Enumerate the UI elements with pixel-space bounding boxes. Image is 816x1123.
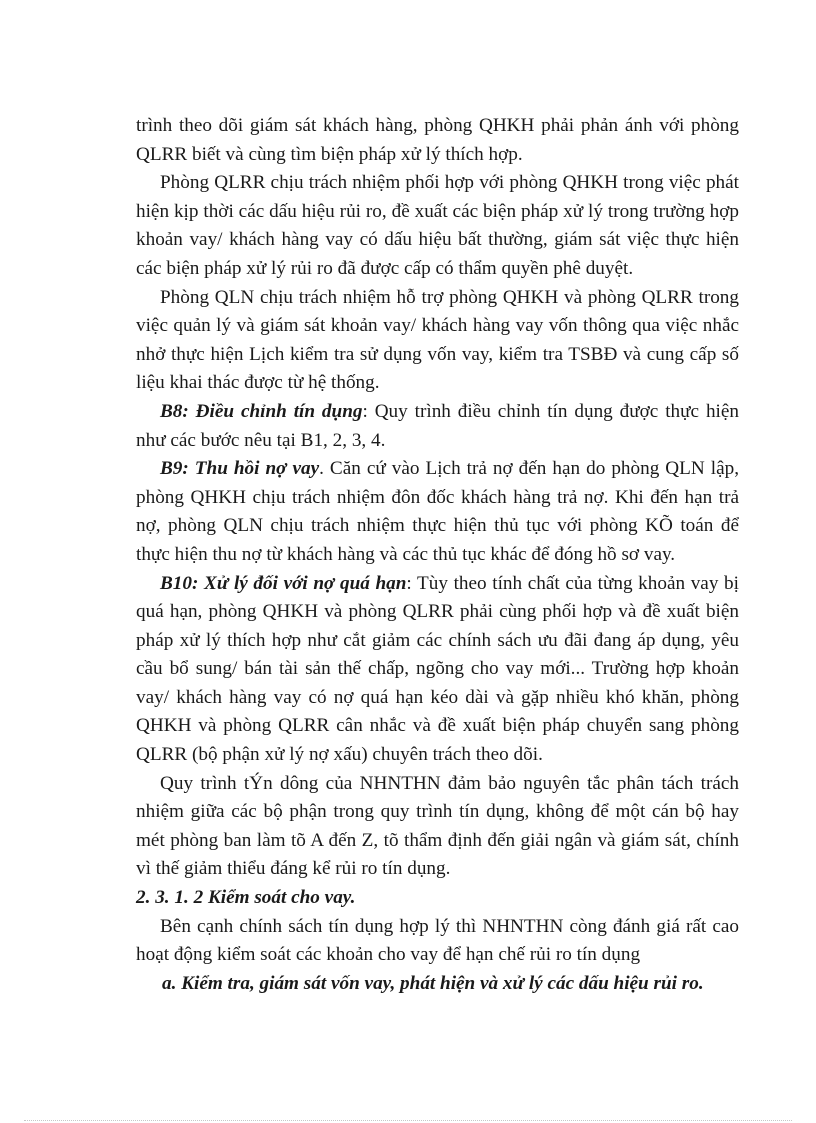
paragraph-qln-responsibility: Phòng QLN chịu trách nhiệm hỗ trợ phòng QHKH và phòng QLRR trong việc quản lý và giám sát khoản vay/ khách hàng vay vốn thông qua việc nhắc nhở thực hiện Lịch kiểm tra sử dụng vốn vay, kiểm tra TSBĐ và cung cấp số liệu khai thác được từ hệ thống. (136, 286, 739, 394)
paragraph-qlrr-responsibility: Phòng QLRR chịu trách nhiệm phối hợp với phòng QHKH trong việc phát hiện kịp thời các dấu hiệu rủi ro, đề xuất các biện pháp xử lý trong trường hợp khoản vay/ khách hàng vay có dấu hiệu bất thường, giám sát việc thực hiện các biện pháp xử lý rủi ro đã được cấp có thẩm quyền phê duyệt. (136, 172, 739, 279)
page-bottom-divider (24, 1120, 792, 1121)
section-heading-2312: 2. 3. 1. 2 Kiểm soát cho vay. (136, 887, 356, 909)
step-b10-text: : Tùy theo tính chất của từng khoản vay bị quá hạn, phòng QHKH và phòng QLRR phải cùng phối hợp và đề xuất biện pháp xử lý thích hợp như cắt giảm các chính sách ưu đãi đang áp dụng, yêu cầu bổ sung/ bán tài sản thế chấp, ngõng cho vay mới... Trường hợp khoản vay/ khách hàng vay có nợ quá hạn kéo dài và gặp nhiều khó khăn, phòng QHKH và phòng QLRR cân nhắc và đề xuất biện pháp chuyển sang phòng QLRR (bộ phận xử lý nợ xấu) chuyên trách theo dõi. (136, 572, 739, 766)
step-b8-title: B8: Điều chỉnh tín dụng (160, 400, 363, 422)
paragraph-step-b10 (136, 570, 739, 770)
step-b9-title: B9: Thu hồi nợ vay (160, 458, 320, 480)
step-b9-text: . Căn cứ vào Lịch trả nợ đến hạn do phòng QLN lập, phòng QHKH chịu trách nhiệm đôn đốc khách hàng trả nợ. Khi đến hạn trả nợ, phòng QLN chịu trách nhiệm thực hiện thủ tục với phòng KÕ toán để thực hiện thu nợ từ khách hàng và các thủ tục khác để đóng hồ sơ vay. (136, 458, 739, 565)
subsection-heading-a: a. Kiểm tra, giám sát vốn vay, phát hiện và xử lý các dấu hiệu rủi ro. (162, 972, 704, 994)
paragraph-step-b8 (136, 398, 739, 455)
step-b10-title: B10: Xử lý đối với nợ quá hạn (160, 572, 407, 594)
document-body (136, 112, 739, 998)
paragraph-loan-control: Bên cạnh chính sách tín dụng hợp lý thì NHNTHN còng đánh giá rất cao hoạt động kiểm soát các khoản cho vay để hạn chế rủi ro tín dụng (136, 915, 739, 966)
step-b8-text: : Quy trình điều chỉnh tín dụng được thực hiện như các bước nêu tại B1, 2, 3, 4. (136, 400, 739, 451)
paragraph-step-b9 (136, 455, 739, 569)
paragraph-monitoring-continuation: trình theo dõi giám sát khách hàng, phòng QHKH phải phản ánh với phòng QLRR biết và cùng tìm biện pháp xử lý thích hợp. (136, 115, 739, 165)
paragraph-process-summary: Quy trình tÝn dông của NHNTHN đảm bảo nguyên tắc phân tách trách nhiệm giữa các bộ phận trong quy trình tín dụng, không để một cán bộ hay mét phòng ban làm tõ A đến Z, tõ thẩm định đến giải ngân và giám sát, chính vì thế giảm thiểu đáng kể rủi ro tín dụng. (136, 772, 739, 880)
